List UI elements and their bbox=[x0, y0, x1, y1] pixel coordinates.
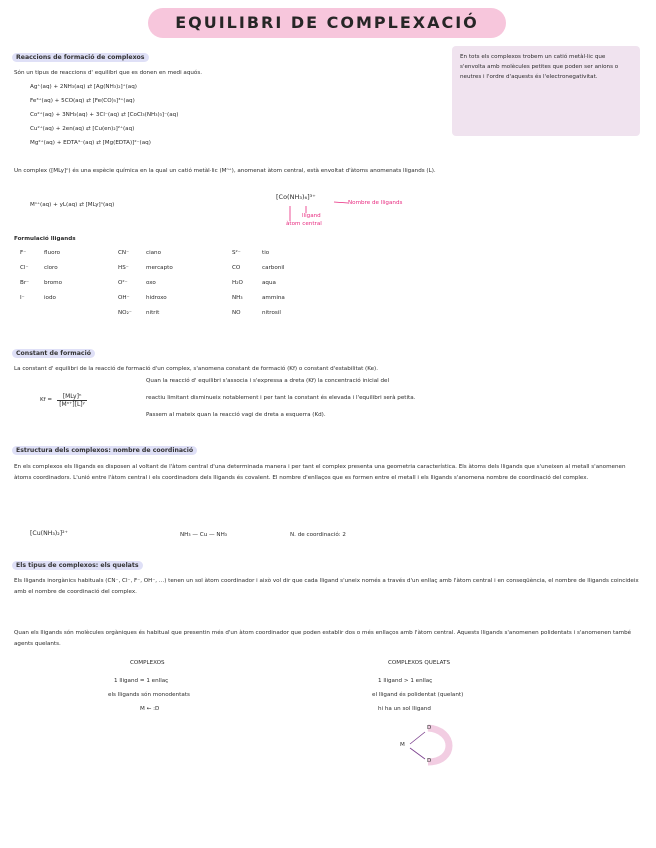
ligand-row: Br⁻ bromo bbox=[20, 280, 63, 286]
example-structure: NH₃ — Cu — NH₃ bbox=[180, 532, 228, 538]
chelate-diagram bbox=[394, 722, 454, 768]
constant-text: La constant d' equilibri de la reacció de formació d'un complex, s'anomena constant de formació (Kf) o constant d'estabilitat (Ke). bbox=[14, 366, 379, 372]
example-complex: [Cu(NH₃)₂]²⁺ bbox=[30, 530, 68, 537]
donor-label-top: D bbox=[427, 725, 432, 731]
complex-formula: [Co(NH₃)₆]³⁺ bbox=[276, 193, 316, 201]
ligand-label: lligand bbox=[302, 213, 321, 219]
chelates-column: COMPLEXOS QUELATS 1 lligand > 1 enllaç el lligand és polidentat (quelant) hi ha un sol lligand bbox=[372, 660, 552, 720]
intro-text: Són un tipus de reaccions d' equilibri que es donen en medi aquós. bbox=[14, 70, 203, 76]
note-box bbox=[452, 46, 640, 136]
reaction-1: Ag⁺(aq) + 2NH₃(aq) ⇄ [Ag(NH₃)₂]⁺(aq) bbox=[30, 84, 137, 90]
note-text: En tots els complexos trobem un catió metàl·lic que s'envolta amb molècules petites que poden ser anions o neutres i l'ordre d'aquests és l'electronegativitat. bbox=[460, 54, 619, 80]
reaction-list bbox=[30, 84, 178, 154]
ligand-column-1 bbox=[20, 250, 62, 310]
ligand-row: NH₃ ammina bbox=[232, 295, 285, 301]
kf-fraction: $\frac{\text{[MLy]ⁿ}}{\text{[Mⁿ⁺][L]ʸ}}$ bbox=[59, 393, 85, 408]
ligand-count-label: Nombre de lligands bbox=[348, 200, 403, 206]
ligand-row: HS⁻ mercapto bbox=[118, 265, 173, 271]
section-heading-structure: Estructura dels complexos: nombre de coordinació bbox=[12, 446, 197, 455]
complex-definition: Un complex ([MLy]ⁿ) és una espècie química en la qual un catió metàl·lic (Mⁿ⁺), anomenat àtom central, està envoltat d'àtoms anomenats lligands (L). bbox=[14, 168, 436, 174]
complexes-title: COMPLEXOS bbox=[130, 660, 165, 666]
ligand-column-3 bbox=[232, 250, 285, 325]
section-heading-ligands: Formulació lligands bbox=[14, 236, 76, 242]
chelates-text-2: Quan els lligands són molècules orgàniques és habitual que presentin més d'un àtom coordinador que poden establir dos o més enllaços amb l'àtom central. Aquests lligands s'anomenen polidentats i s'anomenen també agents quelants. bbox=[14, 630, 632, 647]
ligand-row: H₂O aqua bbox=[232, 280, 276, 286]
ligand-column-2 bbox=[118, 250, 173, 325]
page-title: EQUILIBRI DE COMPLEXACIÓ bbox=[148, 8, 506, 38]
ligand-row: O²⁻ oxo bbox=[118, 280, 156, 286]
ligand-row: CN⁻ ciano bbox=[118, 250, 162, 256]
coordination-number: N. de coordinació: 2 bbox=[290, 532, 346, 538]
general-reaction: Mⁿ⁺(aq) + yL(aq) ⇄ [MLy]ⁿ(aq) bbox=[30, 202, 115, 208]
reaction-2: Fe³⁺(aq) + 5CO(aq) ⇄ [Fe(CO)₅]³⁺(aq) bbox=[30, 98, 135, 104]
section-heading-chelates: Els tipus de complexos: els quelats bbox=[12, 561, 143, 570]
structure-text: En els complexos els lligands es disposen al voltant de l'àtom central d'una determinada manera i per tant el complex presenta una geometria característica. Els àtoms dels lligands que s'uneixen al metall s'anomenen àtoms coordinadors. L'unió entre l'àtom central i els coordinadors dels lligands és covalent. El nombre d'enllaços que es formen entre el metall i els lligands s'anomena nombre de coordinació del complex. bbox=[14, 464, 626, 481]
ligand-row: F⁻ fluoro bbox=[20, 250, 61, 256]
diagram-arrows bbox=[276, 192, 446, 234]
constant-explanation: Quan la reacció d' equilibri s'associa i s'expressa a dreta (Kf) la concentració inicial del reactiu limitant disminueix notablement i per tant la constant és elevada i l'equilibri serà petita. Passem al mateix quan la reacció vagi de dreta a esquerra (Kd). bbox=[146, 378, 416, 418]
chelates-text-1: Els lligands inorgànics habituals (CN⁻, Cl⁻, F⁻, OH⁻, ...) tenen un sol àtom coordinador i això vol dir que cada lligand s'uneix només a través d'un enllaç amb l'àtom central i en conseqüència, el nombre de lligands coincideix amb el nombre de coordinació del complex. bbox=[14, 578, 639, 595]
chelates-title: COMPLEXOS QUELATS bbox=[388, 660, 451, 666]
reaction-5: Mg²⁺(aq) + EDTA⁴⁻(aq) ⇄ [Mg(EDTA)]²⁻(aq) bbox=[30, 140, 151, 146]
metal-label: M bbox=[400, 742, 405, 748]
ligand-row: I⁻ iodo bbox=[20, 295, 56, 301]
reaction-3: Co²⁺(aq) + 3NH₃(aq) + 3Cl⁻(aq) ⇄ [CoCl₃(NH₃)₃]⁻(aq) bbox=[30, 112, 179, 118]
reaction-4: Cu²⁺(aq) + 2en(aq) ⇄ [Cu(en)₂]²⁺(aq) bbox=[30, 126, 135, 132]
ligand-row: NO₂⁻ nitrit bbox=[118, 310, 160, 316]
complexes-column: COMPLEXOS 1 lligand = 1 enllaç els lligands són monodentats M ← :D bbox=[100, 660, 250, 720]
ligand-row: Cl⁻ cloro bbox=[20, 265, 58, 271]
central-atom-label: àtom central bbox=[286, 221, 322, 227]
section-heading-formation: Reaccions de formació de complexos bbox=[12, 53, 149, 62]
ligand-row: CO carbonil bbox=[232, 265, 285, 271]
section-heading-constant: Constant de formació bbox=[12, 349, 95, 358]
complex-diagram bbox=[276, 192, 446, 234]
ligand-row: OH⁻ hidroxo bbox=[118, 295, 167, 301]
kf-formula: Kf = $\frac{\text{[MLy]ⁿ}}{\text{[Mⁿ⁺][L]ʸ}}$ bbox=[40, 393, 85, 408]
ligand-row: NO nitrosil bbox=[232, 310, 281, 316]
donor-label-bottom: D bbox=[427, 758, 432, 764]
ligand-row: S²⁻ tio bbox=[232, 250, 270, 256]
